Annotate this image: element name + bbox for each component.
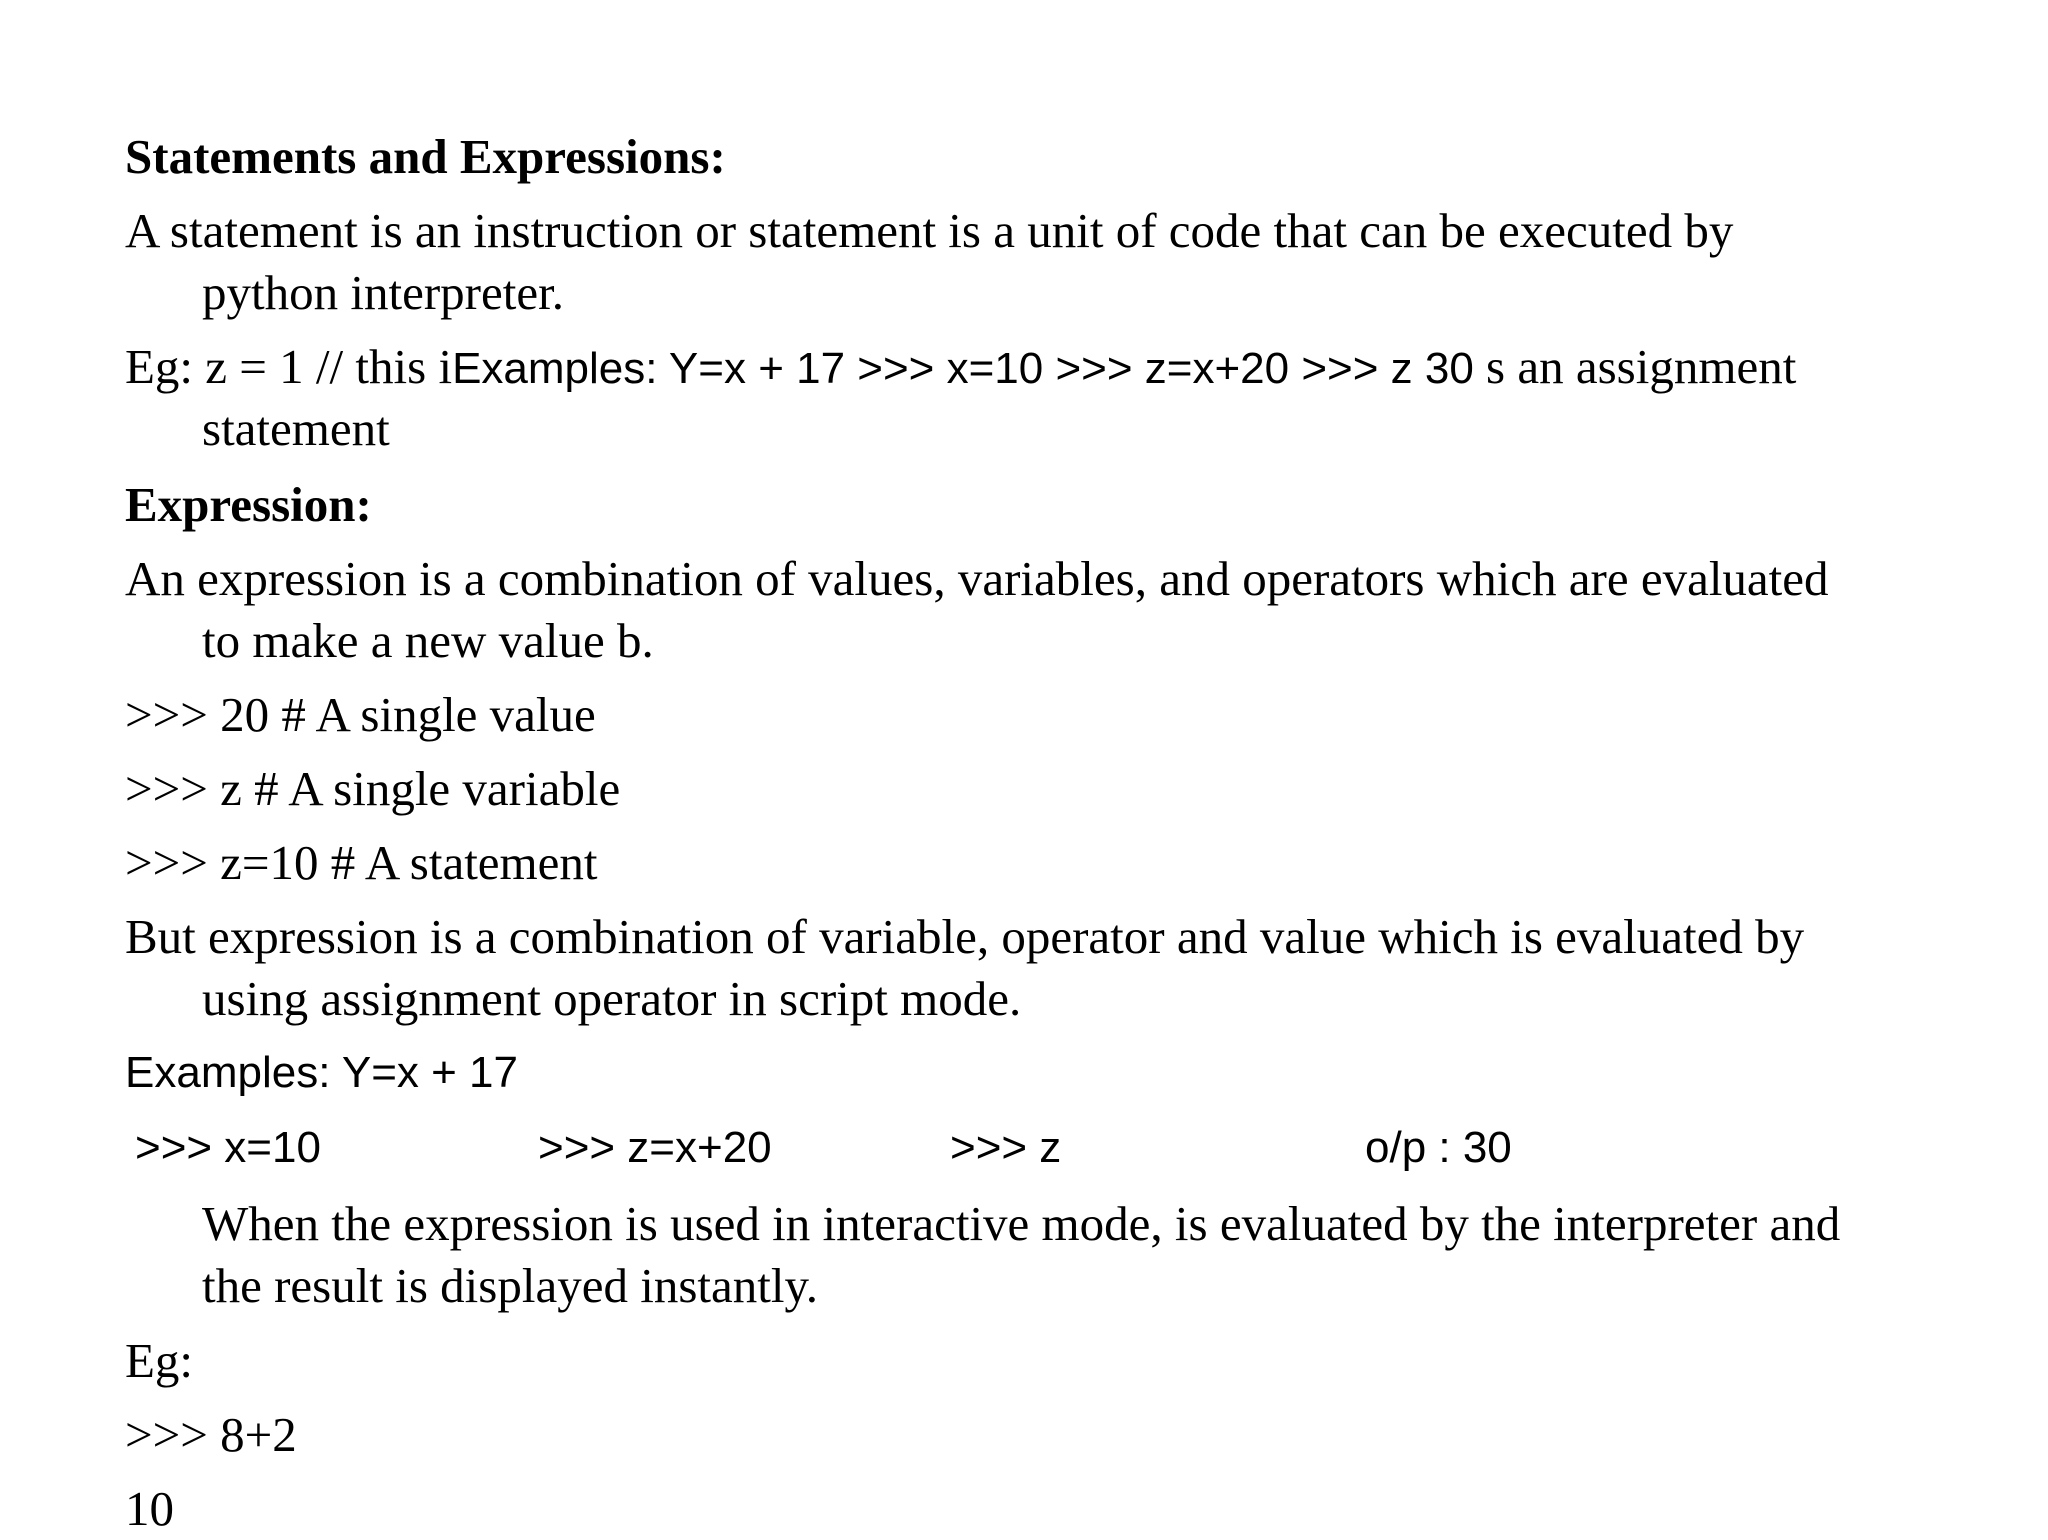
- statement-definition-line-2: python interpreter.: [202, 265, 564, 320]
- but-expression-line-1: But expression is a combination of variable, operator and value which is evaluated by: [125, 909, 1805, 964]
- expression-definition-line-1: An expression is a combination of values, variables, and operators which are evaluated: [125, 551, 1829, 606]
- example-z-assignment: >>> z=x+20: [538, 1123, 772, 1172]
- eg-label: Eg:: [125, 1333, 194, 1388]
- but-expression-line-2: using assignment operator in script mode.: [202, 971, 1022, 1026]
- code-sum: >>> 8+2: [125, 1407, 297, 1462]
- statement-definition-line-1: A statement is an instruction or statement is a unit of code that can be executed by: [125, 203, 1734, 258]
- assignment-example-line-2: statement: [202, 401, 390, 456]
- example-output: o/p : 30: [1365, 1123, 1512, 1172]
- code-statement: >>> z=10 # A statement: [125, 835, 598, 890]
- examples-label: Examples: Y=x + 17: [125, 1048, 518, 1097]
- result-value: 10: [125, 1481, 174, 1536]
- interactive-mode-line-1: When the expression is used in interactive mode, is evaluated by the interpreter and: [202, 1196, 1841, 1251]
- example-x-assignment: >>> x=10: [135, 1123, 321, 1172]
- code-single-variable: >>> z # A single variable: [125, 761, 621, 816]
- interactive-mode-line-2: the result is displayed instantly.: [202, 1258, 819, 1313]
- code-single-value: >>> 20 # A single value: [125, 687, 596, 742]
- assignment-example-overlay: Examples: Y=x + 17 >>> x=10 >>> z=x+20 >>> z 30: [452, 344, 1474, 393]
- example-z-evaluation: >>> z: [950, 1123, 1062, 1172]
- assignment-example-line: [125, 336, 1796, 400]
- expression-definition-line-2: to make a new value b.: [202, 613, 654, 668]
- heading-statements: Statements and Expressions:: [125, 129, 726, 184]
- assignment-example-prefix: Eg: z = 1 // this i: [125, 339, 453, 394]
- assignment-example-suffix: s an assignment: [1473, 339, 1797, 394]
- heading-expression: Expression:: [125, 477, 372, 532]
